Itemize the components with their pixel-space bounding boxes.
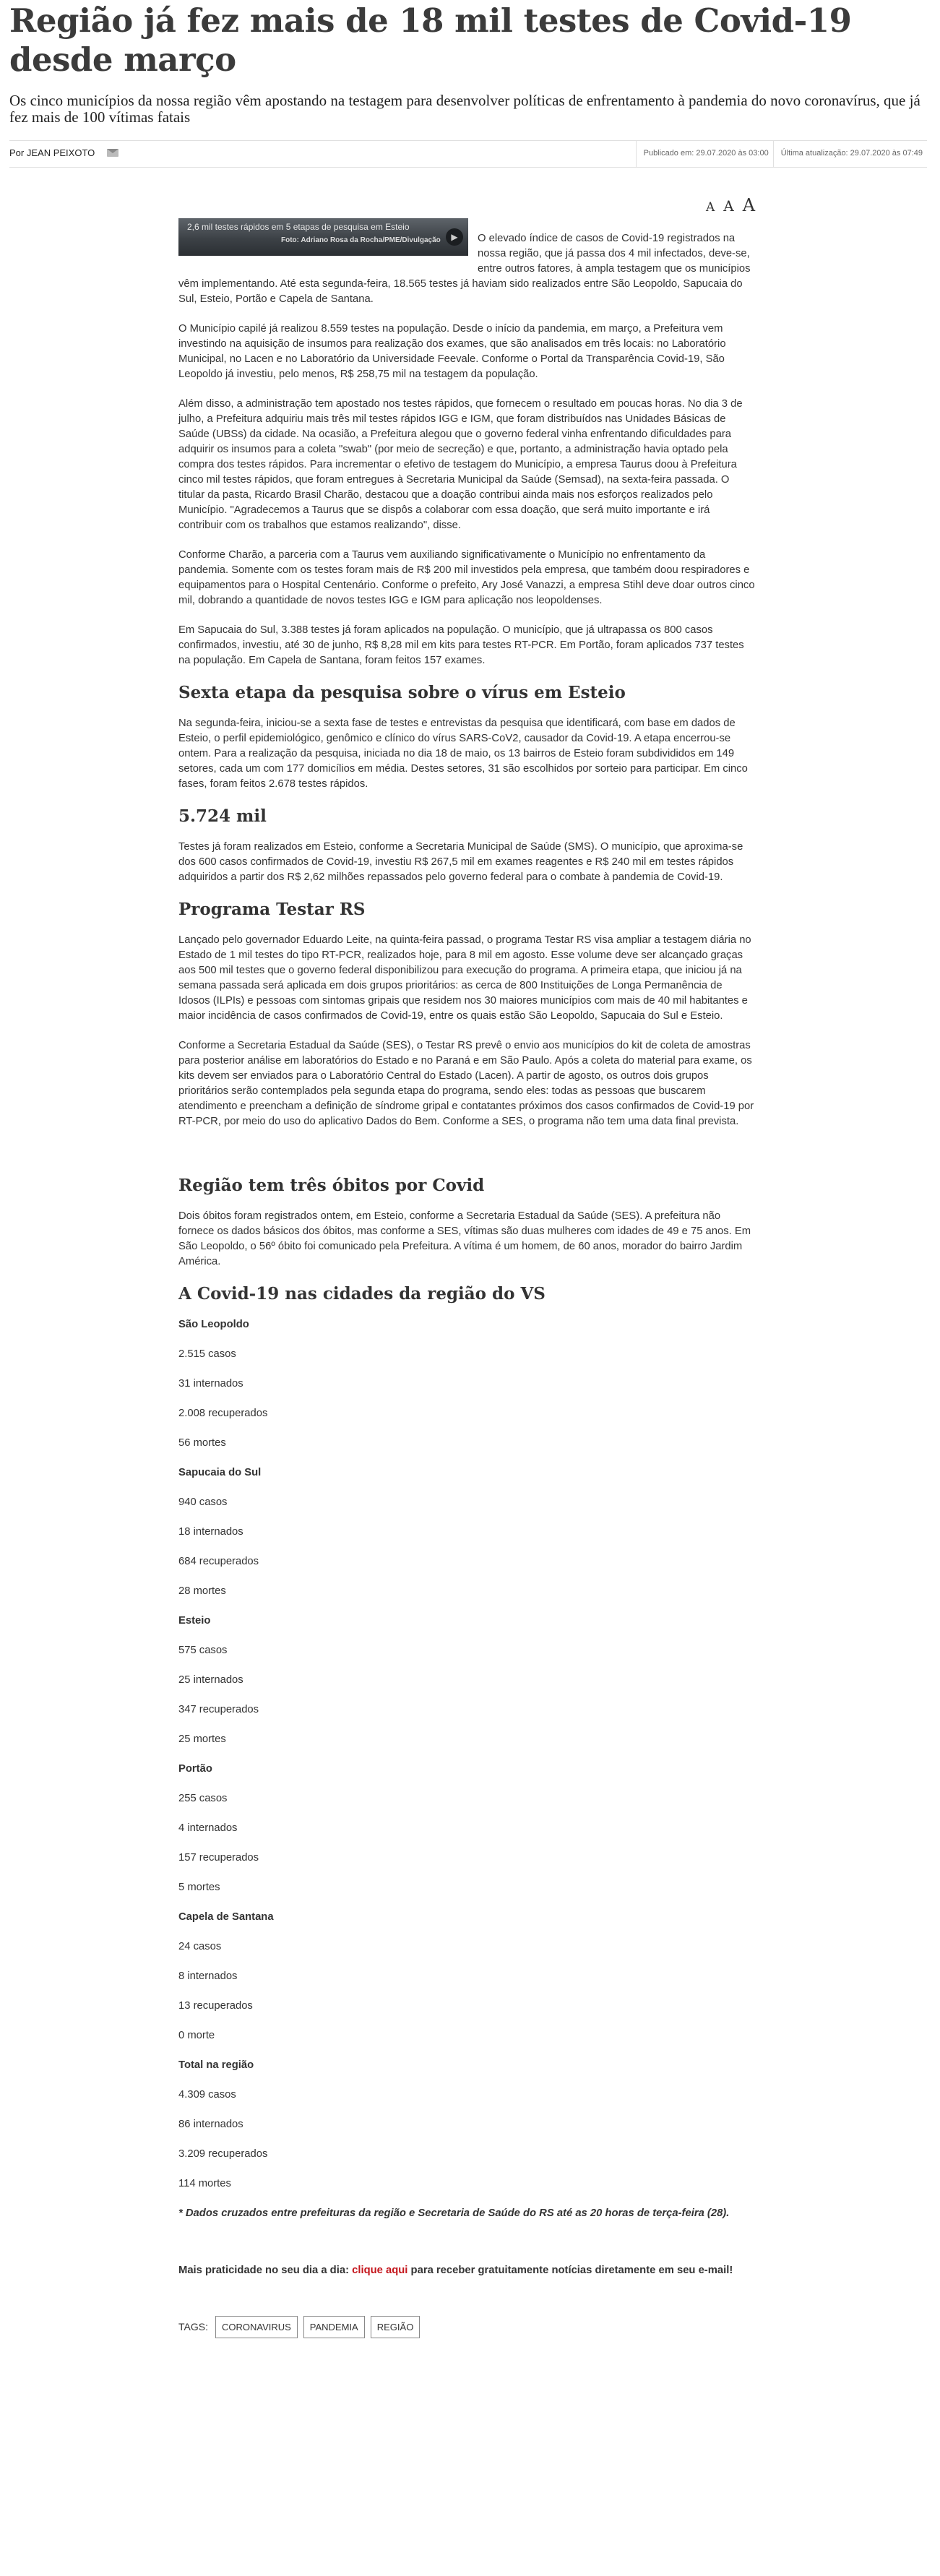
newsletter-link[interactable]: clique aqui xyxy=(352,2265,408,2276)
spacer xyxy=(178,1144,756,1167)
city-name: Esteio xyxy=(178,1615,211,1627)
tag-link[interactable]: PANDEMIA xyxy=(303,2316,365,2338)
gallery-icon[interactable]: ▶ xyxy=(446,228,463,246)
font-size-medium-button[interactable]: A xyxy=(723,197,734,215)
paragraph: O Município capilé já realizou 8.559 testes na população. Desde o início da pandemia, em março, a Prefeitura vem investindo na aquisição de insumos para realização dos exames, que são analisados em três locais: no Laboratório Municipal, no Lacen e no Laboratório da Universidade Feevale. Conforme o Portal da Transparência Covid-19, São Leopoldo já investiu, pelo menos, R$ 258,75 mil na testagem da população. xyxy=(178,323,726,380)
city-stat: 24 casos xyxy=(178,1941,222,1952)
city-stat: 0 morte xyxy=(178,2030,215,2041)
article-body xyxy=(178,231,756,2338)
city-stat: 13 recuperados xyxy=(178,2000,253,2012)
section-heading: A Covid-19 nas cidades da região do VS xyxy=(178,1284,546,1304)
newsletter-cta xyxy=(178,2263,756,2278)
data-note: * Dados cruzados entre prefeituras da região e Secretaria de Saúde do RS até as 20 horas de terça-feira (28). xyxy=(178,2207,730,2219)
city-stat: 25 internados xyxy=(178,1674,243,1686)
city-stat: 4.309 casos xyxy=(178,2089,236,2101)
city-stat: 5 mortes xyxy=(178,1882,220,1893)
paragraph: Em Sapucaia do Sul, 3.388 testes já foram aplicados na população. O município, que já ultrapassa os 800 casos confirmados, investiu, até 30 de junho, R$ 8,28 mil em kits para testes RT-PCR. Em Portão, foram aplicados 737 testes na população. Em Capela de Santana, foram feitos 157 exames. xyxy=(178,624,744,666)
font-size-large-button[interactable]: A xyxy=(742,195,756,215)
city-stat: 56 mortes xyxy=(178,1437,226,1449)
author-name[interactable]: JEAN PEIXOTO xyxy=(26,147,95,158)
city-stat: 157 recuperados xyxy=(178,1852,259,1864)
font-size-small-button[interactable]: A xyxy=(706,200,715,215)
city-stat: 25 mortes xyxy=(178,1733,226,1745)
dates xyxy=(636,141,927,167)
paragraph: Conforme a Secretaria Estadual da Saúde (SES), o Testar RS prevê o envio aos municípios do kit de coleta de amostras para posterior análise em laboratórios do Estado e no Paraná e em São Paulo. Após a coleta do material para exame, os kits devem ser enviados para o Laboratório Central do Estado (Lacen). A partir de agosto, os outros dois grupos prioritários serão contemplados pela segunda etapa do programa, sendo eles: todas as pessoas que buscarem atendimento e preencham a definição de síndrome gripal e contatantes próximos dos casos confirmados de Covid-19 por RT-PCR, por meio do uso do aplicativo Dados do Bem. Conforme a SES, o programa não tem uma data final prevista. xyxy=(178,1040,754,1127)
city-name: São Leopoldo xyxy=(178,1319,249,1330)
tags-label: TAGS: xyxy=(178,2321,208,2332)
photo-float-space xyxy=(178,231,478,276)
published-date: Publicado em: 29.07.2020 às 03:00 xyxy=(636,141,773,167)
city-stat: 347 recuperados xyxy=(178,1704,259,1715)
mail-icon[interactable] xyxy=(107,149,118,157)
paragraph: Testes já foram realizados em Esteio, conforme a Secretaria Municipal de Saúde (SMS). O município, que aproxima-se dos 600 casos confirmados de Covid-19, investiu R$ 267,5 mil em exames reagentes e R$ 240 mil em testes rápidos adquiridos a partir dos R$ 2,62 milhões repassados pelo governo federal para o combate à pandemia de Covid-19. xyxy=(178,841,743,883)
tags-bar xyxy=(178,2316,756,2338)
cta-text: Mais praticidade no seu dia a dia: xyxy=(178,2265,349,2276)
city-stat: 86 internados xyxy=(178,2119,243,2130)
paragraph: Conforme Charão, a parceria com a Taurus vem auxiliando significativamente o Município no enfrentamento da pandemia. Somente com os testes foram mais de R$ 200 mil investidos pela empresa, que também doou respiradores e equipamentos para o Hospital Centenário. Conforme o prefeito, Ary José Vanazzi, a empresa Stihl deve doar outros cinco mil, dobrando a quantidade de novos testes IGG e IGM para aplicação nos leopoldenses. xyxy=(178,549,755,606)
section-heading: Região tem três óbitos por Covid xyxy=(178,1176,485,1195)
section-heading: Programa Testar RS xyxy=(178,900,366,919)
city-stat: 2.515 casos xyxy=(178,1348,236,1360)
city-stat: 18 internados xyxy=(178,1526,243,1538)
cta-text-after: para receber gratuitamente notícias diretamente em seu e-mail! xyxy=(410,2265,733,2276)
updated-date: Última atualização: 29.07.2020 às 07:49 xyxy=(773,141,927,167)
city-stat: 684 recuperados xyxy=(178,1556,259,1567)
headline: Região já fez mais de 18 mil testes de Covid-19 desde março xyxy=(9,1,852,79)
city-name: Total na região xyxy=(178,2059,254,2071)
section-heading: Sexta etapa da pesquisa sobre o vírus em Esteio xyxy=(178,683,626,702)
city-stat: 3.209 recuperados xyxy=(178,2148,268,2160)
paragraph: O elevado índice de casos de Covid-19 registrados na nossa região, que já passa dos 4 mil infectados, deve-se, entre outros fatores, à ampla testagem que os municípios vêm implementando. Até esta segunda-feira, 18.565 testes já haviam sido realizados entre São Leopoldo, Sapucaia do Sul, Esteio, Portão e Capela de Santana. xyxy=(178,233,751,305)
paragraph: Lançado pelo governador Eduardo Leite, na quinta-feira passad, o programa Testar RS visa ampliar a testagem diária no Estado de 1 mil testes do tipo RT-PCR, realizados hoje, para 8 mil em agosto. Esse volume deve ser alcançado graças aos 500 mil testes que o governo federal disponibilizou para execução do programa. A primeira etapa, que iniciou já na semana passada será aplicada em dois grupos prioritários: as cerca de 800 Instituições de Longa Permanência de Idosos (ILPIs) e pessoas com sintomas gripais que residem nos 30 maiores municípios com mais de 40 mil habitantes e maior incidência de casos confirmados de Covid-19, entre os quais estão São Leopoldo, Sapucaia do Sul e Esteio. xyxy=(178,934,751,1022)
author-prefix: Por xyxy=(9,147,25,158)
city-stat: 28 mortes xyxy=(178,1585,226,1597)
subtitle: Os cinco municípios da nossa região vêm apostando na testagem para desenvolver políticas de enfrentamento à pandemia do novo coronavírus, que já fez mais de 100 vítimas fatais xyxy=(9,92,920,126)
city-stat: 575 casos xyxy=(178,1645,228,1656)
paragraph: Na segunda-feira, iniciou-se a sexta fase de testes e entrevistas da pesquisa que identificará, com base em dados de Esteio, o perfil epidemiológico, genômico e clínico do vírus SARS-CoV2, causador da Covid-19. A etapa encerrou-se ontem. Para a realização da pesquisa, iniciada no dia 18 de maio, os 13 bairros de Esteio foram subdivididos em 149 setores, cada um com 177 domicílios em média. Destes setores, 31 são escolhidos por sorteio para participar. Em cinco fases, foram feitos 2.678 testes rápidos. xyxy=(178,718,748,790)
section-heading: 5.724 mil xyxy=(178,806,267,826)
paragraph: Dois óbitos foram registrados ontem, em Esteio, conforme a Secretaria Estadual da Saúde (SES). A prefeitura não fornece os dados básicos dos óbitos, mas conforme a SES, vítimas são duas mulheres com idades de 49 e 75 anos. Em São Leopoldo, o 56º óbito foi comunicado pela Prefeitura. A vítima é um homem, de 60 anos, morador do bairro Jardim América. xyxy=(178,1210,751,1267)
city-stat: 940 casos xyxy=(178,1496,228,1508)
font-size-controls xyxy=(706,195,755,215)
city-stat: 8 internados xyxy=(178,1970,238,1982)
photo-credit: Foto: Adriano Rosa da Rocha/PME/Divulgação xyxy=(281,236,441,244)
tag-link[interactable]: CORONAVIRUS xyxy=(215,2316,298,2338)
city-stat: 2.008 recuperados xyxy=(178,1408,268,1419)
city-stat: 114 mortes xyxy=(178,2178,231,2189)
city-stat: 4 internados xyxy=(178,1822,238,1834)
author-byline xyxy=(9,147,95,158)
city-stat: 255 casos xyxy=(178,1793,228,1804)
city-name: Portão xyxy=(178,1763,212,1775)
city-stat: 31 internados xyxy=(178,1378,243,1390)
photo-caption: 2,6 mil testes rápidos em 5 etapas de pesquisa em Esteio xyxy=(187,222,410,232)
meta-bar xyxy=(9,140,927,168)
city-name: Sapucaia do Sul xyxy=(178,1467,262,1478)
tag-link[interactable]: REGIÃO xyxy=(371,2316,421,2338)
city-name: Capela de Santana xyxy=(178,1911,274,1923)
paragraph: Além disso, a administração tem apostado nos testes rápidos, que fornecem o resultado em poucas horas. No dia 3 de julho, a Prefeitura adquiriu mais três mil testes rápidos IGG e IGM, que foram distribuídos nas Unidades Básicas de Saúde (UBSs) da cidade. Na ocasião, a Prefeitura alegou que o governo federal vinha enfrentando dificuldades para adquirir os insumos para a coleta "swab" (por meio de secreção) e que, portanto, a administração havia optado pela compra dos testes rápidos. Para incrementar o efetivo de testagem do Município, a empresa Taurus doou à Prefeitura cinco mil testes rápidos, que foram entregues à Secretaria Municipal da Saúde (Semsad), na sexta-feira passada. O titular da pasta, Ricardo Brasil Charão, destacou que a doação contribui ainda mais nos esforços realizados pelo Município. "Agradecemos a Taurus que se dispôs a colaborar com essa doação, que será muito importante e irá contribuir com os trabalhos que estamos realizando", disse. xyxy=(178,398,743,531)
